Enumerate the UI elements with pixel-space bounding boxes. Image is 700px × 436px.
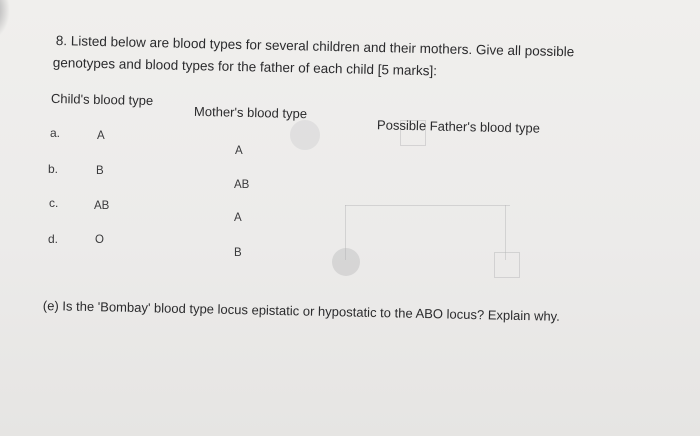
mother-blood-type: A (234, 212, 242, 224)
mother-blood-type: AB (234, 179, 250, 191)
showthrough-circle (290, 120, 320, 150)
child-blood-type: O (95, 234, 104, 246)
showthrough-circle (332, 248, 360, 276)
question-part-e: (e) Is the 'Bombay' blood type locus epistatic or hypostatic to the ABO locus? Explain why. (42, 298, 560, 324)
row-label: c. (49, 196, 59, 210)
row-label: b. (48, 162, 59, 176)
showthrough-line (345, 205, 510, 206)
child-blood-type: AB (94, 200, 110, 212)
row-label: d. (48, 232, 59, 246)
page-shadow (0, 0, 10, 40)
mother-blood-type: A (235, 145, 243, 157)
question-line-1: 8. Listed below are blood types for several children and their mothers. Give all possible (55, 33, 575, 60)
header-mother-blood-type: Mother's blood type (193, 103, 308, 122)
child-blood-type: B (96, 165, 104, 177)
row-label: a. (50, 126, 61, 140)
mother-blood-type: B (234, 247, 242, 259)
child-blood-type: A (97, 130, 105, 142)
showthrough-square (494, 252, 520, 278)
question-line-2: genotypes and blood types for the father of each child [5 marks]: (52, 55, 438, 79)
header-father-blood-type: Possible Father's blood type (376, 117, 541, 136)
header-child-blood-type: Child's blood type (50, 90, 154, 109)
